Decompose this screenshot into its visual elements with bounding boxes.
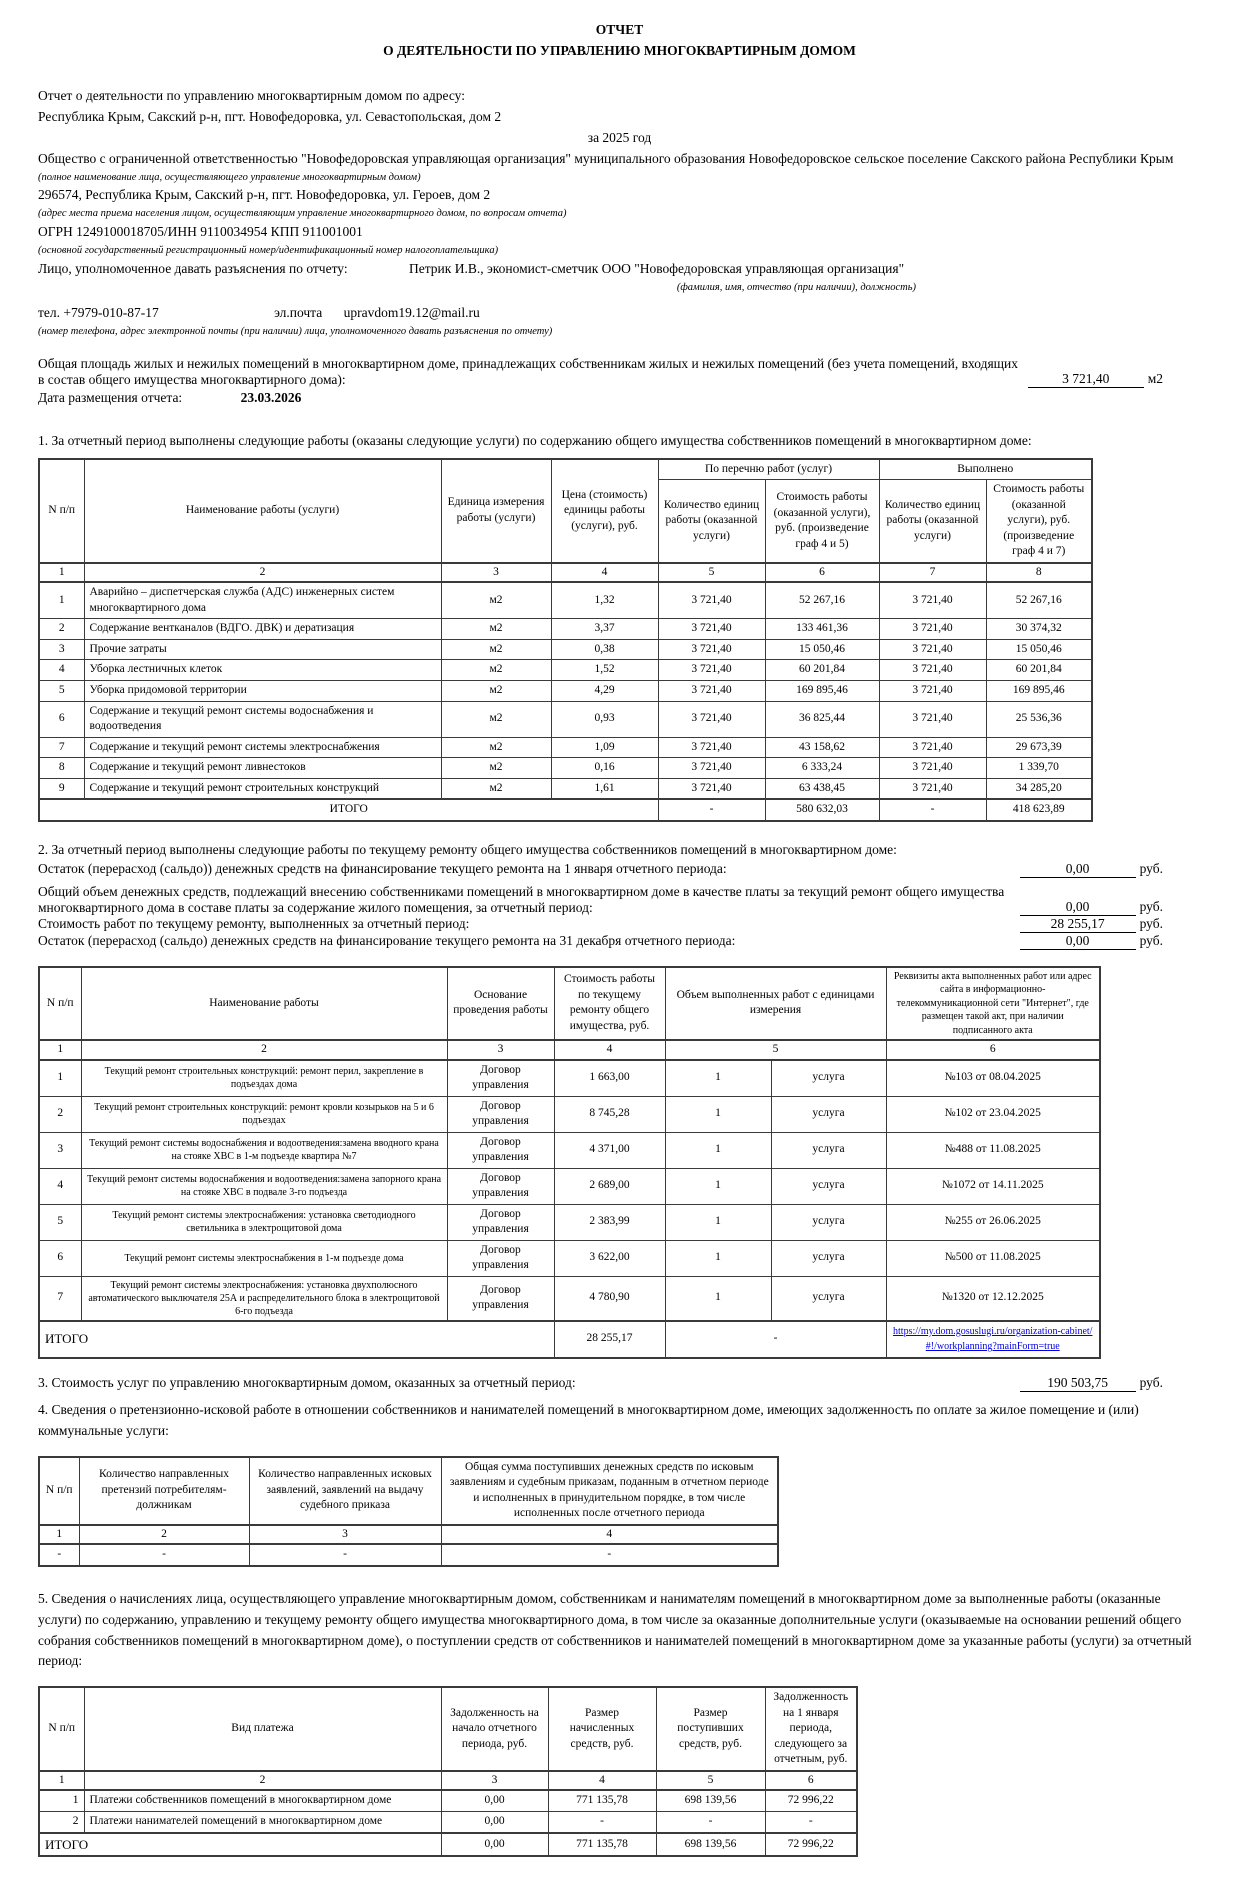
payments-table bbox=[38, 1686, 858, 1857]
table1-total-qty2: - bbox=[879, 799, 986, 821]
table1-group-header-row bbox=[39, 459, 1092, 480]
table2-th-act: Реквизиты акта выполненных работ или адрес сайта в информационно-телекоммуникационной сети "Интернет", где размещен такой акт, при наличии подписанного акта bbox=[886, 967, 1100, 1041]
table2-total-volume: - bbox=[665, 1321, 886, 1358]
cell-qty2: 3 721,40 bbox=[879, 619, 986, 640]
table5-th-type: Вид платежа bbox=[84, 1687, 441, 1771]
cell-price: 0,38 bbox=[551, 639, 658, 660]
cell-num: 2 bbox=[39, 1096, 81, 1132]
table-row bbox=[39, 619, 1092, 640]
line-label: Стоимость работ по текущему ремонту, выполненных за отчетный период: bbox=[38, 915, 470, 931]
table2-total-row bbox=[39, 1321, 1100, 1358]
cell-num: 1 bbox=[39, 582, 84, 619]
cell-cost1: 60 201,84 bbox=[765, 660, 879, 681]
table-row bbox=[39, 639, 1092, 660]
cell-num: 1 bbox=[39, 1060, 81, 1097]
colnum: 8 bbox=[986, 563, 1092, 583]
line-unit: руб. bbox=[1139, 915, 1163, 931]
claims-table bbox=[38, 1456, 779, 1567]
table1-th-num: N п/п bbox=[39, 459, 84, 563]
table-row bbox=[39, 778, 1092, 799]
table2-th-basis: Основание проведения работы bbox=[447, 967, 554, 1041]
table4-colnum-row bbox=[39, 1525, 778, 1545]
cell-num: 7 bbox=[39, 737, 84, 758]
section2-line-total-due bbox=[38, 884, 1201, 916]
line-label: Общий объем денежных средств, подлежащий внесению собственниками помещений в многоквартирном доме в качестве платы за текущий ремонт общего имущества многоквартирного дома в составе платы за содержание жилого помещения, за отчетный период: bbox=[38, 883, 1005, 915]
cell-basis: Договор управления bbox=[447, 1204, 554, 1240]
cell-num: 9 bbox=[39, 778, 84, 799]
section2-line-balance-start bbox=[38, 861, 1201, 878]
cell-cost1: 6 333,24 bbox=[765, 758, 879, 779]
cell-unit: м2 bbox=[441, 660, 551, 681]
cell-unit: м2 bbox=[441, 701, 551, 737]
cell-name: Прочие затраты bbox=[84, 639, 441, 660]
report-title-line2: О ДЕЯТЕЛЬНОСТИ ПО УПРАВЛЕНИЮ МНОГОКВАРТИРНЫМ ДОМОМ bbox=[383, 42, 856, 58]
cell-name: Текущий ремонт системы электроснабжения в 1-м подъезде дома bbox=[81, 1240, 447, 1276]
table1-th-price: Цена (стоимость) единицы работы (услуги), руб. bbox=[551, 459, 658, 563]
table1-total-row bbox=[39, 799, 1092, 821]
table4-th-claims: Количество направленных претензий потребителям-должникам bbox=[79, 1457, 249, 1525]
line-unit: руб. bbox=[1139, 898, 1163, 914]
table5-th-num: N п/п bbox=[39, 1687, 84, 1771]
cell-name: Содержание и текущий ремонт ливнестоков bbox=[84, 758, 441, 779]
table1-th-qty2: Количество единиц работы (оказанной услуги) bbox=[879, 480, 986, 563]
cell-num: 3 bbox=[39, 1132, 81, 1168]
table-row bbox=[39, 582, 1092, 619]
cell-debt-start: 0,00 bbox=[441, 1790, 548, 1811]
cell-basis: Договор управления bbox=[447, 1276, 554, 1321]
table5-th-accrued: Размер начисленных средств, руб. bbox=[548, 1687, 656, 1771]
table4-th-num: N п/п bbox=[39, 1457, 79, 1525]
line-value-wrap bbox=[1020, 861, 1163, 878]
table1-total-cost2: 418 623,89 bbox=[986, 799, 1092, 821]
colnum: 3 bbox=[249, 1525, 441, 1545]
table2-total-cost: 28 255,17 bbox=[554, 1321, 665, 1358]
colnum: 3 bbox=[441, 1771, 548, 1791]
cell-num: 2 bbox=[39, 619, 84, 640]
cell-unit: услуга bbox=[771, 1204, 886, 1240]
table1-th-cost2: Стоимость работы (оказанной услуги), руб. (произведение граф 4 и 7) bbox=[986, 480, 1092, 563]
cell-qty1: 3 721,40 bbox=[658, 701, 765, 737]
cell-qty: 1 bbox=[665, 1132, 771, 1168]
cell-num: 7 bbox=[39, 1276, 81, 1321]
table5-th-debt-end: Задолженность на 1 января периода, следующего за отчетным, руб. bbox=[765, 1687, 857, 1771]
cell-unit: м2 bbox=[441, 582, 551, 619]
report-title-line1: ОТЧЕТ bbox=[595, 22, 644, 37]
office-address: 296574, Республика Крым, Сакский р-н, пгт. Новофедоровка, ул. Героев, дом 2 bbox=[38, 187, 491, 203]
cell-unit: м2 bbox=[441, 681, 551, 702]
colnum: 5 bbox=[656, 1771, 765, 1791]
cell-cost2: 29 673,39 bbox=[986, 737, 1092, 758]
table-row bbox=[39, 1544, 778, 1566]
cell-name: Уборка лестничных клеток bbox=[84, 660, 441, 681]
building-address: Республика Крым, Сакский р-н, пгт. Новофедоровка, ул. Севастопольская, дом 2 bbox=[38, 108, 502, 124]
cell-name: Текущий ремонт системы электроснабжения: установка двухполюсного автоматического выключателя 25А и распределительного блока в электрощитовой 6-го подъезда bbox=[81, 1276, 447, 1321]
cell-price: 1,52 bbox=[551, 660, 658, 681]
table-row bbox=[39, 1204, 1100, 1240]
authorized-person-caption: (фамилия, имя, отчество (при наличии), должность) bbox=[676, 281, 916, 293]
colnum: 5 bbox=[658, 563, 765, 583]
cell-num: 4 bbox=[39, 660, 84, 681]
section5-heading: 5. Сведения о начислениях лица, осуществляющего управление многоквартирным домом, собственникам и нанимателям помещений в многоквартирном доме за выполненные работы (оказанные услуги) по содержанию, управлению и текущему ремонту общего имущества многоквартирного дома, в том числе за оказанные дополнительные услуги (оказываемые на основании решений общего собрания собственников помещений в многоквартирном доме), о поступлении средств от собственников и нанимателей помещений в многоквартирном доме за указанные работы (услуги) за отчетный период: bbox=[38, 1590, 1192, 1669]
table-row bbox=[39, 737, 1092, 758]
cell-cost1: 36 825,44 bbox=[765, 701, 879, 737]
cell-cost2: 52 267,16 bbox=[986, 582, 1092, 619]
cell-qty2: 3 721,40 bbox=[879, 639, 986, 660]
cell-basis: Договор управления bbox=[447, 1132, 554, 1168]
cell-name: Текущий ремонт системы водоснабжения и водоотведения:замена вводного крана на стояке ХВС в 1-м подъезде квартира №7 bbox=[81, 1132, 447, 1168]
line-value: 0,00 bbox=[1020, 861, 1136, 878]
cell-cost: 8 745,28 bbox=[554, 1096, 665, 1132]
cell-qty: 1 bbox=[665, 1168, 771, 1204]
cell-name: Текущий ремонт строительных конструкций: ремонт кровли козырьков на 5 и 6 подъездах bbox=[81, 1096, 447, 1132]
contacts-caption: (номер телефона, адрес электронной почты (при наличии) лица, уполномоченного давать разъяснения по отчету) bbox=[38, 326, 553, 338]
ogrn-inn-kpp: ОГРН 1249100018705/ИНН 9110034954 КПП 911001001 bbox=[38, 223, 363, 239]
table2-th-cost: Стоимость работы по текущему ремонту общего имущества, руб. bbox=[554, 967, 665, 1041]
line-unit: руб. bbox=[1139, 860, 1163, 876]
cell-unit: м2 bbox=[441, 619, 551, 640]
cell-cost2: 25 536,36 bbox=[986, 701, 1092, 737]
colnum: 1 bbox=[39, 1771, 84, 1791]
table2-th-volume: Объем выполненных работ с единицами измерения bbox=[665, 967, 886, 1041]
cell-cost: 4 371,00 bbox=[554, 1132, 665, 1168]
table1-colnum-row bbox=[39, 563, 1092, 583]
cell-qty2: 3 721,40 bbox=[879, 582, 986, 619]
table4-th-sum: Общая сумма поступивших денежных средств по исковым заявлениям и судебным приказам, поданным в отчетном периоде и исполненных в принудительном порядке, в том числе исполненных после отчетного периода bbox=[441, 1457, 778, 1525]
publish-date-value: 23.03.2026 bbox=[240, 389, 302, 405]
total-area-line bbox=[38, 356, 1201, 388]
table-row bbox=[39, 758, 1092, 779]
table5-total-row bbox=[39, 1833, 857, 1857]
cell-num: 4 bbox=[39, 1168, 81, 1204]
cell-qty1: 3 721,40 bbox=[658, 639, 765, 660]
cell-debt-start: 0,00 bbox=[441, 1812, 548, 1833]
section1-heading: 1. За отчетный период выполнены следующие работы (оказаны следующие услуги) по содержанию общего имущества собственников помещений в многоквартирном доме: bbox=[38, 432, 1032, 448]
table2-colnum-row bbox=[39, 1040, 1100, 1060]
cell-accrued: - bbox=[548, 1812, 656, 1833]
cell-unit: услуга bbox=[771, 1096, 886, 1132]
cell-unit: услуга bbox=[771, 1276, 886, 1321]
cell-price: 0,93 bbox=[551, 701, 658, 737]
cell-qty2: 3 721,40 bbox=[879, 660, 986, 681]
colnum: 4 bbox=[554, 1040, 665, 1060]
cell-cost: 4 780,90 bbox=[554, 1276, 665, 1321]
contacts-line bbox=[38, 303, 1201, 324]
total-area-unit: м2 bbox=[1147, 370, 1163, 386]
cell-price: 3,37 bbox=[551, 619, 658, 640]
cell-cost2: 34 285,20 bbox=[986, 778, 1092, 799]
cell-qty1: 3 721,40 bbox=[658, 660, 765, 681]
cell-cost1: 133 461,36 bbox=[765, 619, 879, 640]
colnum: 3 bbox=[441, 563, 551, 583]
cell-debt-end: - bbox=[765, 1812, 857, 1833]
cell-cost1: 52 267,16 bbox=[765, 582, 879, 619]
cell-type: Платежи нанимателей помещений в многоквартирном доме bbox=[84, 1812, 441, 1833]
cell-qty: 1 bbox=[665, 1060, 771, 1097]
table1-th-qty1: Количество единиц работы (оказанной услуги) bbox=[658, 480, 765, 563]
cell-act: №255 от 26.06.2025 bbox=[886, 1204, 1100, 1240]
current-repairs-table bbox=[38, 966, 1101, 1359]
table1-group-list: По перечню работ (услуг) bbox=[658, 459, 879, 480]
cell-num: 3 bbox=[39, 639, 84, 660]
cell-act: №500 от 11.08.2025 bbox=[886, 1240, 1100, 1276]
colnum: 6 bbox=[765, 563, 879, 583]
cell-cost1: 63 438,45 bbox=[765, 778, 879, 799]
cell-price: 0,16 bbox=[551, 758, 658, 779]
cell-cost1: 15 050,46 bbox=[765, 639, 879, 660]
section3-unit: руб. bbox=[1139, 1374, 1163, 1390]
cell-qty1: 3 721,40 bbox=[658, 619, 765, 640]
cell-unit: услуга bbox=[771, 1240, 886, 1276]
cell-act: №103 от 08.04.2025 bbox=[886, 1060, 1100, 1097]
authorized-person-label: Лицо, уполномоченное давать разъяснения по отчету: bbox=[38, 260, 348, 276]
cell-name: Аварийно – диспетчерская служба (АДС) инженерных систем многоквартирного дома bbox=[84, 582, 441, 619]
cell-qty2: 3 721,40 bbox=[879, 681, 986, 702]
colnum: 1 bbox=[39, 1525, 79, 1545]
total-area-value-wrap bbox=[1028, 371, 1163, 388]
cell-cost: 1 663,00 bbox=[554, 1060, 665, 1097]
cell-cost2: 1 339,70 bbox=[986, 758, 1092, 779]
line-label: Остаток (перерасход (сальдо)) денежных средств на финансирование текущего ремонта на 1 января отчетного периода: bbox=[38, 860, 727, 876]
cell-act: №102 от 23.04.2025 bbox=[886, 1096, 1100, 1132]
cell-cost: 2 689,00 bbox=[554, 1168, 665, 1204]
table5-header-row bbox=[39, 1687, 857, 1771]
cell-suits: - bbox=[249, 1544, 441, 1566]
organization-name-caption: (полное наименование лица, осуществляющего управление многоквартирным домом) bbox=[38, 171, 421, 183]
section4-heading: 4. Сведения о претензионно-исковой работе в отношении собственников и нанимателей помещений в многоквартирном доме, имеющих задолженность по оплате за жилое помещение и (или) коммунальные услуги: bbox=[38, 1401, 1139, 1438]
cell-act: №1072 от 14.11.2025 bbox=[886, 1168, 1100, 1204]
cell-num: 6 bbox=[39, 701, 84, 737]
authorized-person-line bbox=[38, 259, 1201, 280]
cell-unit: услуга bbox=[771, 1168, 886, 1204]
table2-total-act-link-cell bbox=[886, 1321, 1100, 1358]
table5-th-debt-start: Задолженность на начало отчетного периода, руб. bbox=[441, 1687, 548, 1771]
cell-qty1: 3 721,40 bbox=[658, 582, 765, 619]
publish-date-label: Дата размещения отчета: bbox=[38, 389, 183, 405]
line-value: 0,00 bbox=[1020, 933, 1136, 950]
colnum: 6 bbox=[886, 1040, 1100, 1060]
colnum: 2 bbox=[84, 563, 441, 583]
cell-name: Текущий ремонт системы водоснабжения и водоотведения:замена запорного крана на стояке ХВС в подвале 3-го подъезда bbox=[81, 1168, 447, 1204]
colnum: 3 bbox=[447, 1040, 554, 1060]
report-year: за 2025 год bbox=[587, 129, 652, 145]
cell-basis: Договор управления bbox=[447, 1060, 554, 1097]
section3-value: 190 503,75 bbox=[1020, 1375, 1136, 1392]
cell-num: - bbox=[39, 1544, 79, 1566]
table1-total-cost1: 580 632,03 bbox=[765, 799, 879, 821]
report-subject-line: Отчет о деятельности по управлению многоквартирным домом по адресу: bbox=[38, 87, 466, 103]
cell-qty: 1 bbox=[665, 1276, 771, 1321]
cell-qty: 1 bbox=[665, 1096, 771, 1132]
office-address-caption: (адрес места приема населения лицом, осуществляющим управление многоквартирного домом, по вопросам отчета) bbox=[38, 208, 567, 220]
line-unit: руб. bbox=[1139, 932, 1163, 948]
colnum: 6 bbox=[765, 1771, 857, 1791]
cell-name: Содержание вентканалов (ВДГО. ДВК) и дератизация bbox=[84, 619, 441, 640]
cell-cost2: 30 374,32 bbox=[986, 619, 1092, 640]
cell-type: Платежи собственников помещений в многоквартирном доме bbox=[84, 1790, 441, 1811]
phone-number: тел. +7979-010-87-17 bbox=[38, 305, 159, 321]
cell-cost2: 60 201,84 bbox=[986, 660, 1092, 681]
cell-name: Уборка придомовой территории bbox=[84, 681, 441, 702]
cell-price: 1,09 bbox=[551, 737, 658, 758]
table4-th-suits: Количество направленных исковых заявлений, заявлений на выдачу судебного приказа bbox=[249, 1457, 441, 1525]
cell-unit: услуга bbox=[771, 1060, 886, 1097]
colnum: 1 bbox=[39, 563, 84, 583]
cell-qty2: 3 721,40 bbox=[879, 778, 986, 799]
cell-cost2: 169 895,46 bbox=[986, 681, 1092, 702]
publish-date-line bbox=[38, 388, 1201, 409]
cell-num: 5 bbox=[39, 681, 84, 702]
cell-basis: Договор управления bbox=[447, 1096, 554, 1132]
table5-total-received: 698 139,56 bbox=[656, 1833, 765, 1857]
section3-value-wrap bbox=[1020, 1375, 1163, 1392]
cell-num: 1 bbox=[39, 1790, 84, 1811]
table5-total-debt-end: 72 996,22 bbox=[765, 1833, 857, 1857]
cell-basis: Договор управления bbox=[447, 1168, 554, 1204]
act-site-link[interactable]: https://my.dom.gosuslugi.ru/organization-cabinet/#!/workplanning?mainForm=true bbox=[893, 1325, 1093, 1353]
cell-qty1: 3 721,40 bbox=[658, 737, 765, 758]
authorized-person-value: Петрик И.В., экономист-сметчик ООО "Новофедоровская управляющая организация" bbox=[409, 260, 905, 276]
cell-unit: м2 bbox=[441, 639, 551, 660]
table1-th-cost1: Стоимость работы (оказанной услуги), руб. (произведение граф 4 и 5) bbox=[765, 480, 879, 563]
colnum: 2 bbox=[84, 1771, 441, 1791]
line-value-wrap bbox=[1020, 933, 1163, 950]
table-row bbox=[39, 1132, 1100, 1168]
cell-act: №488 от 11.08.2025 bbox=[886, 1132, 1100, 1168]
colnum: 4 bbox=[551, 563, 658, 583]
table2-total-label: ИТОГО bbox=[39, 1321, 554, 1358]
cell-cost2: 15 050,46 bbox=[986, 639, 1092, 660]
cell-qty: 1 bbox=[665, 1240, 771, 1276]
cell-num: 5 bbox=[39, 1204, 81, 1240]
cell-unit: услуга bbox=[771, 1132, 886, 1168]
colnum: 2 bbox=[81, 1040, 447, 1060]
cell-cost: 3 622,00 bbox=[554, 1240, 665, 1276]
cell-qty1: 3 721,40 bbox=[658, 778, 765, 799]
table5-total-label: ИТОГО bbox=[39, 1833, 441, 1857]
cell-qty2: 3 721,40 bbox=[879, 737, 986, 758]
cell-num: 6 bbox=[39, 1240, 81, 1276]
line-value: 28 255,17 bbox=[1020, 916, 1136, 933]
table1-th-unit: Единица измерения работы (услуги) bbox=[441, 459, 551, 563]
table-row bbox=[39, 701, 1092, 737]
colnum: 5 bbox=[665, 1040, 886, 1060]
table1-total-qty1: - bbox=[658, 799, 765, 821]
table1-th-name: Наименование работы (услуги) bbox=[84, 459, 441, 563]
colnum: 2 bbox=[79, 1525, 249, 1545]
section2-heading: 2. За отчетный период выполнены следующие работы по текущему ремонту общего имущества собственников помещений в многоквартирном доме: bbox=[38, 841, 897, 857]
cell-received: - bbox=[656, 1812, 765, 1833]
table-row bbox=[39, 1812, 857, 1833]
line-value: 0,00 bbox=[1020, 899, 1136, 916]
colnum: 1 bbox=[39, 1040, 81, 1060]
cell-name: Содержание и текущий ремонт системы водоснабжения и водоотведения bbox=[84, 701, 441, 737]
cell-name: Текущий ремонт системы электроснабжения: установка светодиодного светильника в электрощитовой дома bbox=[81, 1204, 447, 1240]
total-area-label: Общая площадь жилых и нежилых помещений в многоквартирном доме, принадлежащих собственникам жилых и нежилых помещений (без учета помещений, входящих в состав общего имущества многоквартирного дома): bbox=[38, 355, 1019, 387]
cell-qty: 1 bbox=[665, 1204, 771, 1240]
ogrn-caption: (основной государственный регистрационный номер/идентификационный номер налогоплательщика) bbox=[38, 244, 499, 256]
table-row bbox=[39, 1276, 1100, 1321]
line-label: Остаток (перерасход (сальдо) денежных средств на финансирование текущего ремонта на 31 декабря отчетного периода: bbox=[38, 932, 736, 948]
table2-th-name: Наименование работы bbox=[81, 967, 447, 1041]
table2-th-num: N п/п bbox=[39, 967, 81, 1041]
table-row bbox=[39, 660, 1092, 681]
total-area-value: 3 721,40 bbox=[1028, 371, 1144, 388]
cell-num: 8 bbox=[39, 758, 84, 779]
table-row bbox=[39, 1240, 1100, 1276]
cell-name: Содержание и текущий ремонт системы электроснабжения bbox=[84, 737, 441, 758]
cell-price: 1,61 bbox=[551, 778, 658, 799]
section2-line-works-cost bbox=[38, 916, 1201, 933]
email-value: upravdom19.12@mail.ru bbox=[343, 305, 480, 321]
section3-line bbox=[38, 1375, 1201, 1392]
line-value-wrap bbox=[1020, 916, 1163, 933]
table5-colnum-row bbox=[39, 1771, 857, 1791]
cell-act: №1320 от 12.12.2025 bbox=[886, 1276, 1100, 1321]
cell-price: 1,32 bbox=[551, 582, 658, 619]
colnum: 4 bbox=[548, 1771, 656, 1791]
cell-basis: Договор управления bbox=[447, 1240, 554, 1276]
cell-num: 2 bbox=[39, 1812, 84, 1833]
cell-claims: - bbox=[79, 1544, 249, 1566]
colnum: 4 bbox=[441, 1525, 778, 1545]
cell-name: Содержание и текущий ремонт строительных конструкций bbox=[84, 778, 441, 799]
cell-debt-end: 72 996,22 bbox=[765, 1790, 857, 1811]
table-row bbox=[39, 1060, 1100, 1097]
cell-cost: 2 383,99 bbox=[554, 1204, 665, 1240]
cell-sum: - bbox=[441, 1544, 778, 1566]
cell-cost1: 169 895,46 bbox=[765, 681, 879, 702]
table-row bbox=[39, 1168, 1100, 1204]
maintenance-services-table bbox=[38, 458, 1093, 822]
organization-name: Общество с ограниченной ответственностью "Новофедоровская управляющая организация" муниципального образования Новофедоровское сельское поселение Сакского района Республики Крым bbox=[38, 150, 1174, 166]
cell-name: Текущий ремонт строительных конструкций: ремонт перил, закрепление в подъездах дома bbox=[81, 1060, 447, 1097]
table1-group-done: Выполнено bbox=[879, 459, 1092, 480]
cell-qty1: 3 721,40 bbox=[658, 681, 765, 702]
section2-line-balance-end bbox=[38, 933, 1201, 950]
table5-th-received: Размер поступивших средств, руб. bbox=[656, 1687, 765, 1771]
table4-header-row bbox=[39, 1457, 778, 1525]
table5-total-accrued: 771 135,78 bbox=[548, 1833, 656, 1857]
table-row bbox=[39, 681, 1092, 702]
cell-qty1: 3 721,40 bbox=[658, 758, 765, 779]
table1-total-label: ИТОГО bbox=[39, 799, 658, 821]
cell-cost1: 43 158,62 bbox=[765, 737, 879, 758]
table-row bbox=[39, 1096, 1100, 1132]
colnum: 7 bbox=[879, 563, 986, 583]
table-row bbox=[39, 1790, 857, 1811]
email-label: эл.почта bbox=[274, 305, 323, 321]
cell-unit: м2 bbox=[441, 758, 551, 779]
section3-label: 3. Стоимость услуг по управлению многоквартирным домом, оказанных за отчетный период: bbox=[38, 1374, 576, 1390]
cell-qty2: 3 721,40 bbox=[879, 758, 986, 779]
cell-unit: м2 bbox=[441, 778, 551, 799]
cell-received: 698 139,56 bbox=[656, 1790, 765, 1811]
table5-total-debt-start: 0,00 bbox=[441, 1833, 548, 1857]
line-value-wrap bbox=[1020, 899, 1163, 916]
cell-qty2: 3 721,40 bbox=[879, 701, 986, 737]
table2-header-row bbox=[39, 967, 1100, 1041]
cell-unit: м2 bbox=[441, 737, 551, 758]
cell-accrued: 771 135,78 bbox=[548, 1790, 656, 1811]
cell-price: 4,29 bbox=[551, 681, 658, 702]
